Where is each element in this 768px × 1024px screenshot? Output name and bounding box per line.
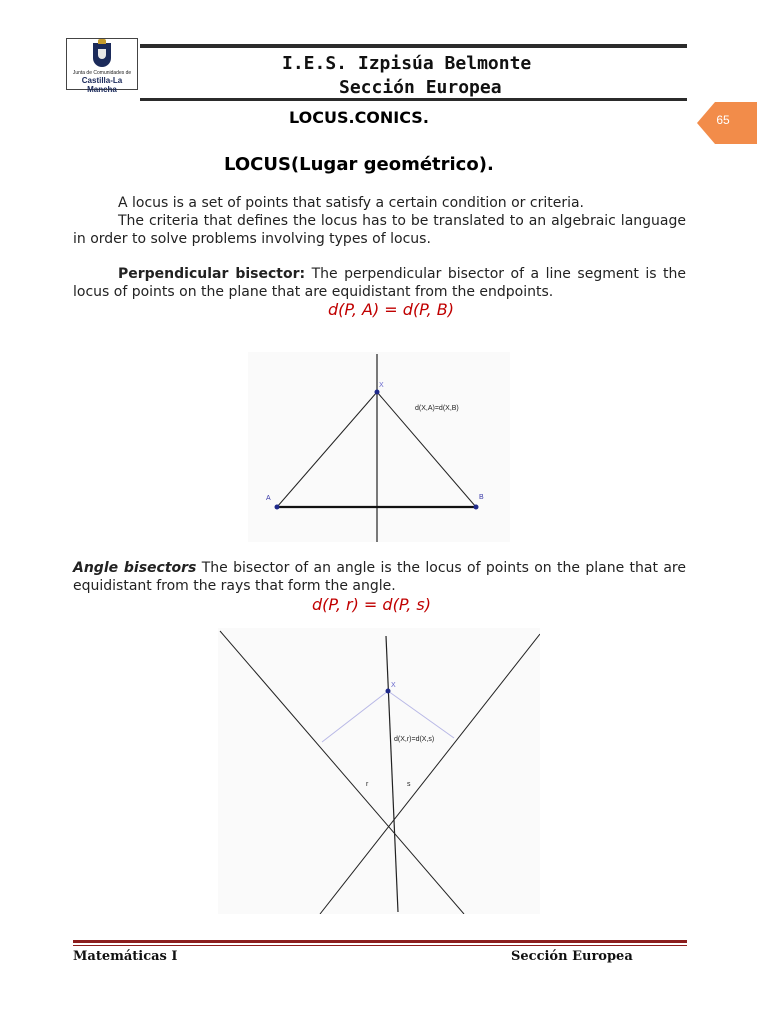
- angle-bisector-text: The bisector of an angle is the locus of points on the plane that are equidistant from the rays that form the angle.: [73, 560, 686, 594]
- header-bottom-rule: [140, 98, 687, 101]
- intro-paragraph: [73, 194, 686, 248]
- school-logo: [66, 38, 138, 94]
- figure-background: [218, 628, 540, 914]
- perp-bisector-text: The perpendicular bisector of a line segment is the locus of points on the plane that are equidistant from the endpoints.: [73, 266, 686, 300]
- perp-bisector-term: Perpendicular bisector:: [118, 266, 306, 282]
- point-b-dot: [474, 505, 479, 510]
- school-name: I.E.S. Izpisúa Belmonte: [282, 53, 532, 74]
- line-r-label: r: [366, 781, 369, 788]
- footer-right: Sección Europea: [511, 949, 633, 964]
- distance-label: d(X,r)=d(X,s): [394, 736, 435, 743]
- point-x-dot: [375, 390, 380, 395]
- footer-left: Matemáticas I: [73, 949, 178, 964]
- footer-rule-top: [73, 940, 687, 943]
- subtitle: LOCUS(Lugar geométrico).: [224, 154, 494, 175]
- point-a-dot: [275, 505, 280, 510]
- logo-text-line1: Junta de Comunidades de: [72, 70, 132, 76]
- point-b-label: B: [479, 494, 484, 501]
- perp-bisector-figure: [248, 352, 510, 542]
- angle-bisector-paragraph: [73, 559, 686, 595]
- distance-label: d(X,A)=d(X,B): [415, 405, 459, 412]
- figure-background: [248, 352, 510, 542]
- section-name: Sección Europea: [339, 77, 502, 98]
- header-top-rule: [140, 44, 687, 48]
- intro-line1: A locus is a set of points that satisfy a certain condition or criteria.: [118, 195, 584, 211]
- crest-icon: [93, 43, 111, 67]
- logo-text-line2: Castilla-La Mancha: [81, 76, 123, 94]
- perp-bisector-paragraph: [73, 265, 686, 301]
- point-a-label: A: [266, 495, 271, 502]
- point-x-label: X: [379, 382, 384, 389]
- angle-bisector-term: Angle bisectors: [73, 560, 197, 576]
- line-s-label: s: [407, 781, 411, 788]
- point-x-dot: [386, 689, 391, 694]
- point-x-label: X: [391, 682, 396, 689]
- footer-rule-bottom: [73, 945, 687, 946]
- main-title: LOCUS.CONICS.: [289, 108, 429, 127]
- page-number: 65: [716, 113, 730, 127]
- angle-bisector-figure: [218, 628, 540, 914]
- perp-bisector-formula: d(P, A) = d(P, B): [328, 300, 455, 319]
- intro-line2: The criteria that defines the locus has to be translated to an algebraic language in order to solve problems involving types of locus.: [73, 213, 686, 247]
- angle-bisector-formula: d(P, r) = d(P, s): [312, 595, 432, 614]
